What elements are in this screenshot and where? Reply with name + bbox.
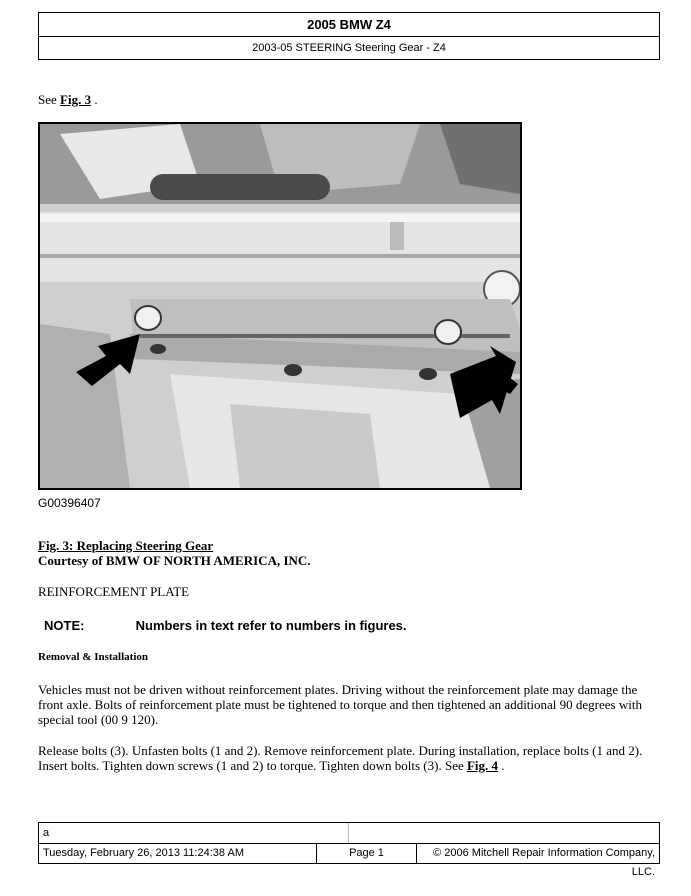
paragraph-1: Vehicles must not be driven without reinforcement plates. Driving without the reinforcement plate may damage the front axle. Bolts of reinforcement plate must be tightened to torque and then tightened an additional 90 degrees with special tool (00 9 120). — [38, 682, 642, 727]
section-title: REINFORCEMENT PLATE — [38, 584, 190, 599]
figure-caption-title: Fig. 3: Replacing Steering Gear — [38, 538, 214, 553]
footer-top-row — [39, 823, 659, 844]
paragraph-2-text: Release bolts (3). Unfasten bolts (1 and 2). Remove reinforcement plate. During installation, replace bolts (1 and 2). Insert bolts. Tighten down screws (1 and 2) to torque. Tighten down bolts (3). See — [38, 743, 643, 773]
figure-caption — [38, 538, 311, 568]
note-text: Numbers in text refer to numbers in figures. — [135, 618, 407, 633]
document-footer — [38, 822, 660, 878]
document-subtitle: 2003-05 STEERING Steering Gear - Z4 — [252, 42, 446, 54]
paragraph-2-suffix: . — [501, 758, 505, 773]
see-figure-reference — [38, 92, 98, 108]
figure-id: G00396407 — [38, 496, 101, 510]
document-title: 2005 BMW Z4 — [39, 13, 659, 37]
fig-3-link[interactable]: Fig. 3 — [60, 92, 92, 107]
document-header — [38, 12, 660, 60]
footer-bottom-row — [39, 844, 659, 878]
steering-gear-photo — [40, 124, 520, 488]
figure-courtesy: Courtesy of BMW OF NORTH AMERICA, INC. — [38, 553, 311, 568]
see-prefix: See — [38, 92, 57, 107]
footer-top-right — [349, 823, 659, 843]
paragraph-2 — [38, 743, 660, 773]
fig-4-link[interactable]: Fig. 4 — [466, 758, 499, 773]
see-suffix: . — [94, 92, 98, 107]
figure-image — [38, 122, 522, 490]
footer-top-left: a — [39, 823, 349, 843]
footer-page-number: Page 1 — [317, 844, 417, 864]
footer-copyright: © 2006 Mitchell Repair Information Company, LLC. — [433, 847, 655, 878]
note-label: NOTE: — [44, 618, 85, 633]
note-row — [44, 618, 407, 633]
subsection-title: Removal & Installation — [38, 651, 148, 663]
footer-date: Tuesday, February 26, 2013 11:24:38 AM — [39, 844, 317, 864]
